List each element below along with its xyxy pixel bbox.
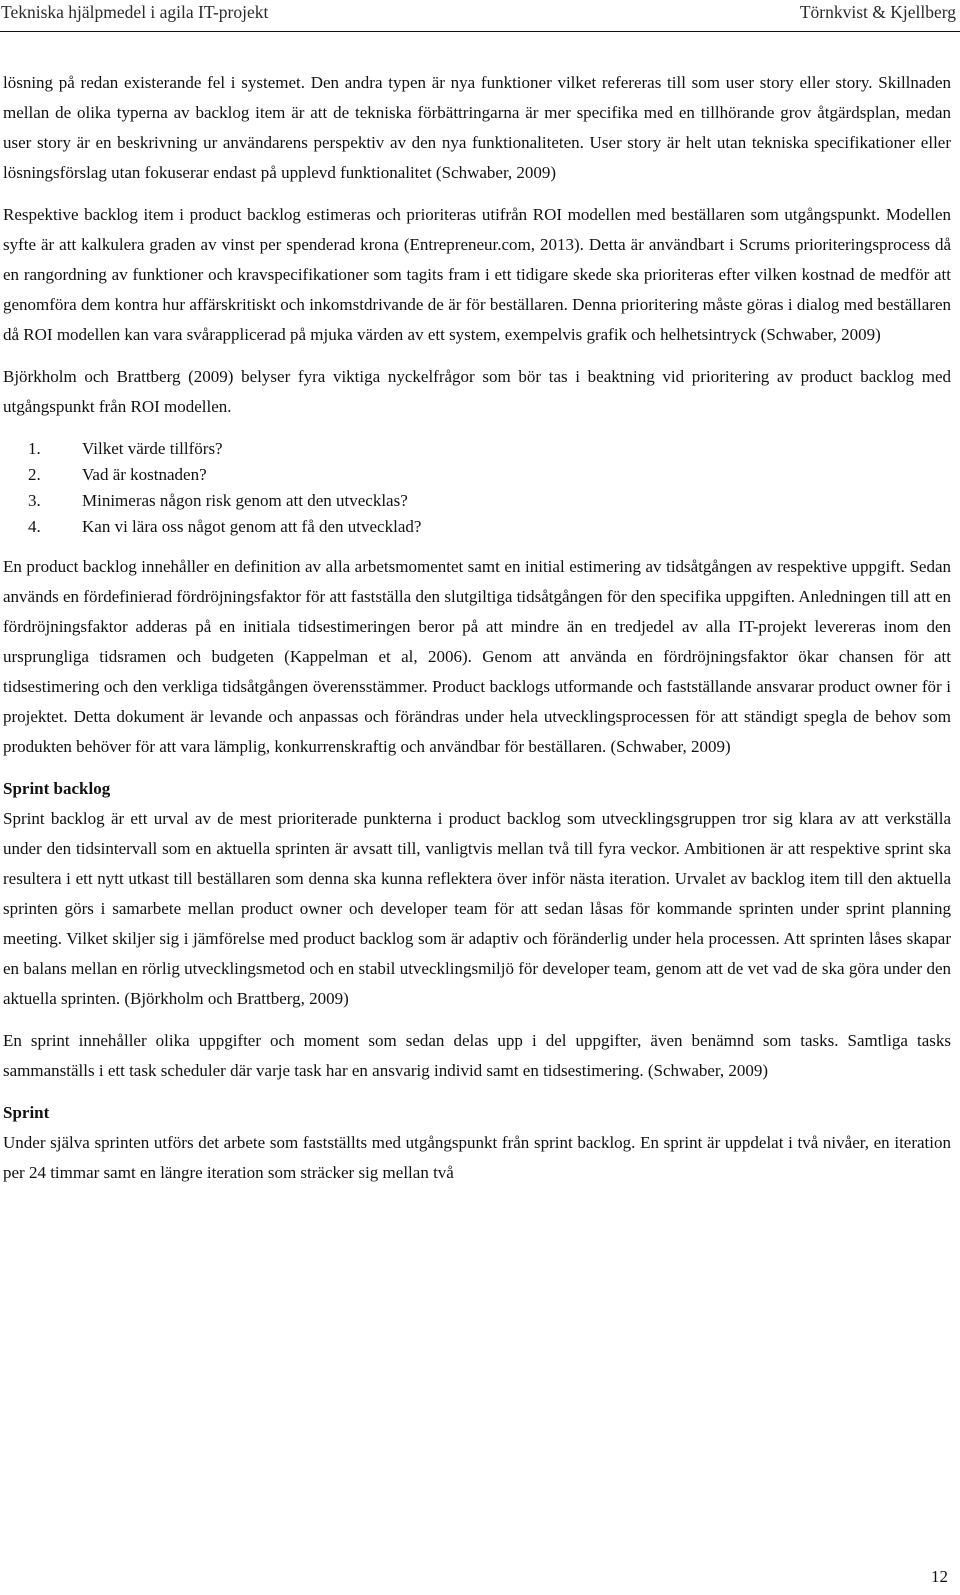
key-questions-list [3,436,951,540]
list-item [3,514,951,540]
list-item-number: 2. [28,465,41,484]
list-item-text: Kan vi lära oss något genom att få den utvecklad? [82,517,422,536]
list-item-text: Minimeras någon risk genom att den utvecklas? [82,491,408,510]
heading-sprint-backlog: Sprint backlog [3,779,111,798]
list-item-text: Vad är kostnaden? [82,465,207,484]
header-authors: Törnkvist & Kjellberg [799,2,956,22]
list-item-number: 3. [28,491,41,510]
paragraph-product-backlog-estimation: En product backlog innehåller en definition av alla arbetsmomentet samt en initial estimering av tidsåtgången av respektive uppgift. Sedan används en fördefinierad fördröjningsfaktor för att fastställa den slutgiltiga tidsåtgången för den specifika uppgiften. Anledningen till att en fördröjningsfaktor adderas på en initiala tidsestimeringen beror på att mindre än en tredjedel av alla IT-projekt levereras inom den ursprungliga tidsramen och budgeten (Kappelman et al, 2006). Genom att använda en fördröjningsfaktor ökar chansen för att tidsestimering och den verkliga tidsåtgången överensstämmer. Product backlogs utformande och fastställande ansvarar product owner för i projektet. Detta dokument är levande och anpassas och förändras under hela utvecklingsprocessen för att ständigt spegla de behov som produkten behöver för att vara lämplig, konkurrenskraftig och användbar för beställaren. (Schwaber, 2009) [3,557,951,756]
list-item [3,488,951,514]
page-number: 12 [931,1567,948,1586]
list-item-number: 4. [28,517,41,536]
paragraph-roi-prioritization: Respektive backlog item i product backlog estimeras och prioriteras utifrån ROI modellen med beställaren som utgångspunkt. Modellen syfte är att kalkulera graden av vinst per spenderad krona (Entrepreneur.com, 2013). Detta är användbart i Scrums prioriteringsprocess då en rangordning av funktioner och kravspecifikationer som tagits fram i ett tidigare skede ska prioriteras efter vilken kostnad de medför att genomföra dem kontra hur affärskritiskt och inkomstdrivande de är för beställaren. Denna prioritering måste göras i dialog med beställaren då ROI modellen kan vara svårapplicerad på mjuka värden av ett system, exempelvis grafik och helhetsintryck (Schwaber, 2009) [3,205,951,344]
paragraph-sprint-tasks: En sprint innehåller olika uppgifter och moment som sedan delas upp i del uppgifter, även benämnd som tasks. Samtliga tasks sammanställs i ett task scheduler där varje task har en ansvarig individ samt en tidsestimering. (Schwaber, 2009) [3,1031,951,1080]
heading-sprint: Sprint [3,1103,50,1122]
paragraph-sprint-backlog: Sprint backlog är ett urval av de mest prioriterade punkterna i product backlog som utvecklingsgruppen tror sig klara av att verkställa under den tidsintervall som en aktuella sprinten är avsatt till, vanligtvis mellan två till fyra veckor. Ambitionen är att respektive sprint ska resultera i ett nytt utkast till beställaren som denna ska kunna reflektera över inför nästa iteration. Urvalet av backlog item till den aktuella sprinten görs i samarbete mellan product owner och developer team för att sedan låsas för kommande sprinten under sprint planning meeting. Vilket skiljer sig i jämförelse med product backlog som är adaptiv och föränderlig under hela processen. Att sprinten låses skapar en balans mellan en rörlig utvecklingsmetod och en stabil utvecklingsmiljö för developer team, genom att de vet vad de ska göra under den aktuella sprinten. (Björkholm och Brattberg, 2009) [3,809,951,1008]
header-title: Tekniska hjälpmedel i agila IT-projekt [1,2,269,22]
header-rule [0,31,960,32]
list-item [3,436,951,462]
paragraph-sprint: Under själva sprinten utförs det arbete som fastställts med utgångspunkt från sprint backlog. En sprint är uppdelat i två nivåer, en iteration per 24 timmar samt en längre iteration som sträcker sig mellan två [3,1133,951,1182]
list-item [3,462,951,488]
paragraph-backlog-types: lösning på redan existerande fel i systemet. Den andra typen är nya funktioner vilket refereras till som user story eller story. Skillnaden mellan de olika typerna av backlog item är att de tekniska förbättringarna är mer specifika med en tillhörande grov åtgärdsplan, medan user story är en beskrivning ur användarens perspektiv av den nya funktionaliteten. User story är helt utan tekniska specifikationer eller lösningsförslag utan fokuserar endast på upplevd funktionalitet (Schwaber, 2009) [3,73,951,182]
list-item-number: 1. [28,439,41,458]
page-header [0,0,960,30]
document-body [3,68,951,1188]
list-item-text: Vilket värde tillförs? [82,439,223,458]
paragraph-key-questions-intro: Björkholm och Brattberg (2009) belyser fyra viktiga nyckelfrågor som bör tas i beaktning vid prioritering av product backlog med utgångspunkt från ROI modellen. [3,367,951,416]
